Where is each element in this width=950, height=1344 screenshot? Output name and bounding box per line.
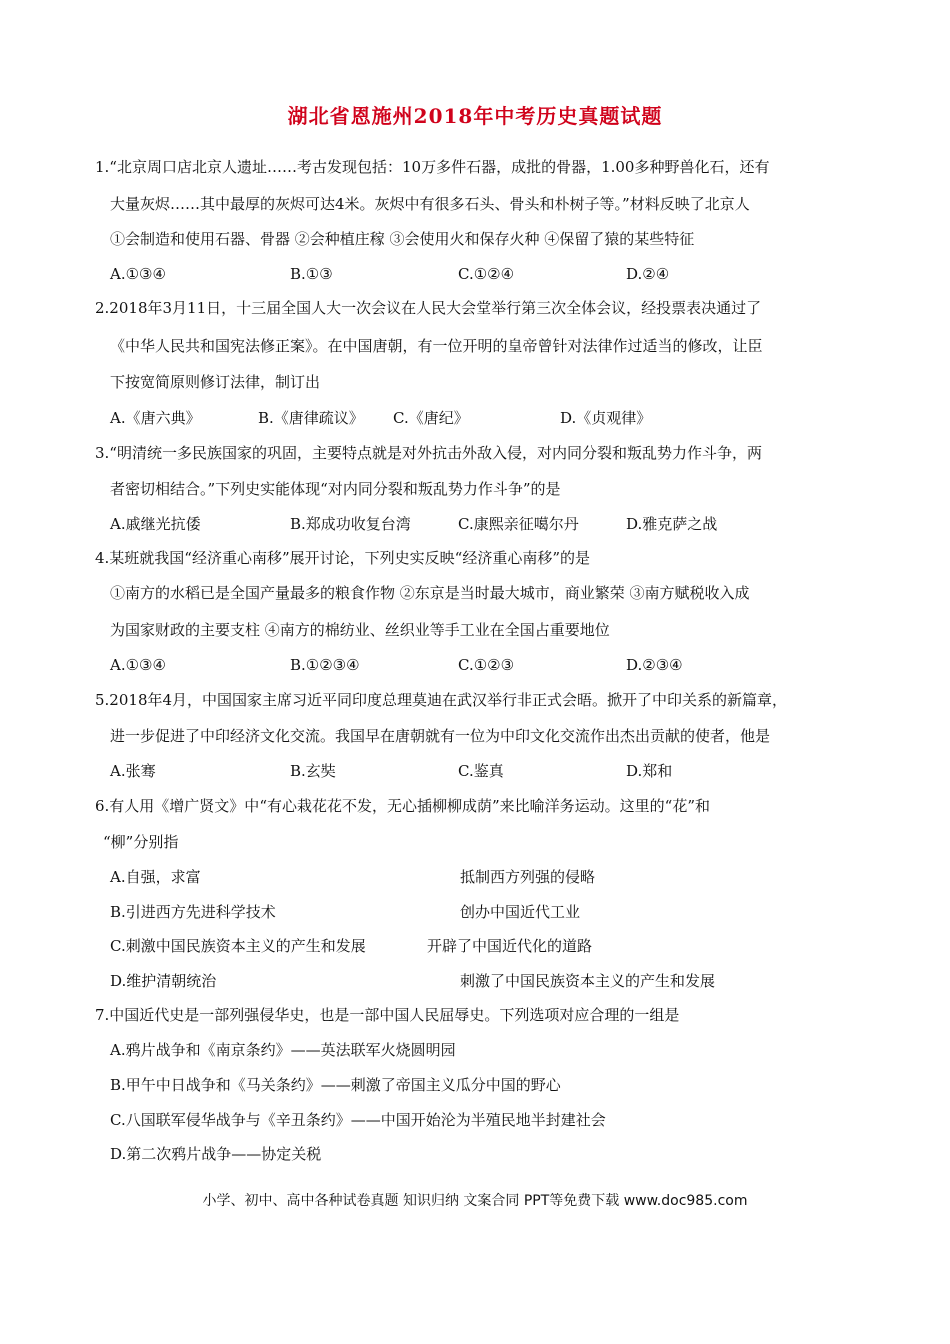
question-2-option-b: B.《唐律疏议》 [258,409,364,427]
question-7-option-a: A.鸦片战争和《南京条约》——英法联军火烧圆明园 [110,1041,456,1059]
question-6-option-a-left: A.自强，求富 [110,868,201,886]
question-3-option-c: C.康熙亲征噶尔丹 [458,515,579,533]
question-3-line-1: 3.“明清统一多民族国家的巩固，主要特点就是对外抗击外敌入侵，对内同分裂和叛乱势力作斗争，两 [95,444,762,462]
question-5-option-c: C.鉴真 [458,762,504,780]
question-3-option-d: D.雅克萨之战 [626,515,718,533]
question-6-option-c-left: C.刺激中国民族资本主义的产生和发展 [110,937,366,955]
question-1-line-2: 大量灰烬……其中最厚的灰烬可达4米。灰烬中有很多石头、骨头和朴树子等。”材料反映了北京人 [110,195,750,213]
question-5-option-b: B.玄奘 [290,762,336,780]
question-1-option-a: A.①③④ [110,265,166,283]
question-2-line-3: 下按宽简原则修订法律，制订出 [110,373,321,391]
question-6-option-a-right: 抵制西方列强的侵略 [460,868,596,886]
question-4-line-2: ①南方的水稻已是全国产量最多的粮食作物 ②东京是当时最大城市，商业繁荣 ③南方赋税收入成 [110,584,750,602]
question-3-option-b: B.郑成功收复台湾 [290,515,411,533]
question-3-line-2: 者密切相结合。”下列史实能体现“对内同分裂和叛乱势力作斗争”的是 [110,480,561,498]
question-2-option-c: C.《唐纪》 [393,409,469,427]
question-6-option-d-right: 刺激了中国民族资本主义的产生和发展 [460,972,716,990]
question-4-option-c: C.①②③ [458,656,515,674]
question-5-line-1: 5.2018年4月，中国国家主席习近平同印度总理莫迪在武汉举行非正式会晤。掀开了中印关系的新篇章， [95,691,788,709]
question-4-line-3: 为国家财政的主要支柱 ④南方的棉纺业、丝织业等手工业在全国占重要地位 [110,621,610,639]
footer-download-note: 小学、初中、高中各种试卷真题 知识归纳 文案合同 PPT等免费下载 www.doc985.com [202,1193,748,1209]
question-5-option-a: A.张骞 [110,762,156,780]
question-6-option-c-right: 开辟了中国近代化的道路 [427,937,593,955]
question-7-line-1: 7.中国近代史是一部列强侵华史，也是一部中国人民屈辱史。下列选项对应合理的一组是 [95,1006,680,1024]
question-5-option-d: D.郑和 [626,762,673,780]
question-7-option-b: B.甲午中日战争和《马关条约》——刺激了帝国主义瓜分中国的野心 [110,1076,561,1094]
question-6-line-1: 6.有人用《增广贤文》中“有心栽花花不发，无心插柳柳成荫”来比喻洋务运动。这里的“花”和 [95,797,710,815]
question-7-option-c: C.八国联军侵华战争与《辛丑条约》——中国开始沦为半殖民地半封建社会 [110,1111,606,1129]
page-title: 湖北省恩施州2018年中考历史真题试题 [287,104,663,128]
question-5-line-2: 进一步促进了中印经济文化交流。我国早在唐朝就有一位为中印文化交流作出杰出贡献的使者，他是 [110,727,771,745]
question-1-option-d: D.②④ [626,265,670,283]
question-1-line-1: 1.“北京周口店北京人遗址……考古发现包括：10万多件石器，成批的骨器，1.00多种野兽化石，还有 [95,158,770,176]
question-6-option-b-left: B.引进西方先进科学技术 [110,903,276,921]
question-7-option-d: D.第二次鸦片战争——协定关税 [110,1145,322,1163]
question-1-option-b: B.①③ [290,265,333,283]
question-1-line-3: ①会制造和使用石器、骨器 ②会种植庄稼 ③会使用火和保存火种 ④保留了猿的某些特征 [110,230,695,248]
question-2-option-a: A.《唐六典》 [110,409,201,427]
question-6-option-b-right: 创办中国近代工业 [460,903,581,921]
question-4-option-b: B.①②③④ [290,656,360,674]
question-2-line-1: 2.2018年3月11日，十三届全国人大一次会议在人民大会堂举行第三次全体会议，经投票表决通过了 [95,299,762,317]
question-4-line-1: 4.某班就我国“经济重心南移”展开讨论，下列史实反映“经济重心南移”的是 [95,549,590,567]
question-2-line-2: 《中华人民共和国宪法修正案》。在中国唐朝，有一位开明的皇帝曾针对法律作过适当的修改，让臣 [110,337,763,355]
question-4-option-a: A.①③④ [110,656,166,674]
question-6-line-2: “柳”分别指 [103,833,179,851]
question-2-option-d: D.《贞观律》 [560,409,652,427]
question-3-option-a: A.戚继光抗倭 [110,515,201,533]
question-1-option-c: C.①②④ [458,265,515,283]
question-6-option-d-left: D.维护清朝统治 [110,972,217,990]
question-4-option-d: D.②③④ [626,656,683,674]
